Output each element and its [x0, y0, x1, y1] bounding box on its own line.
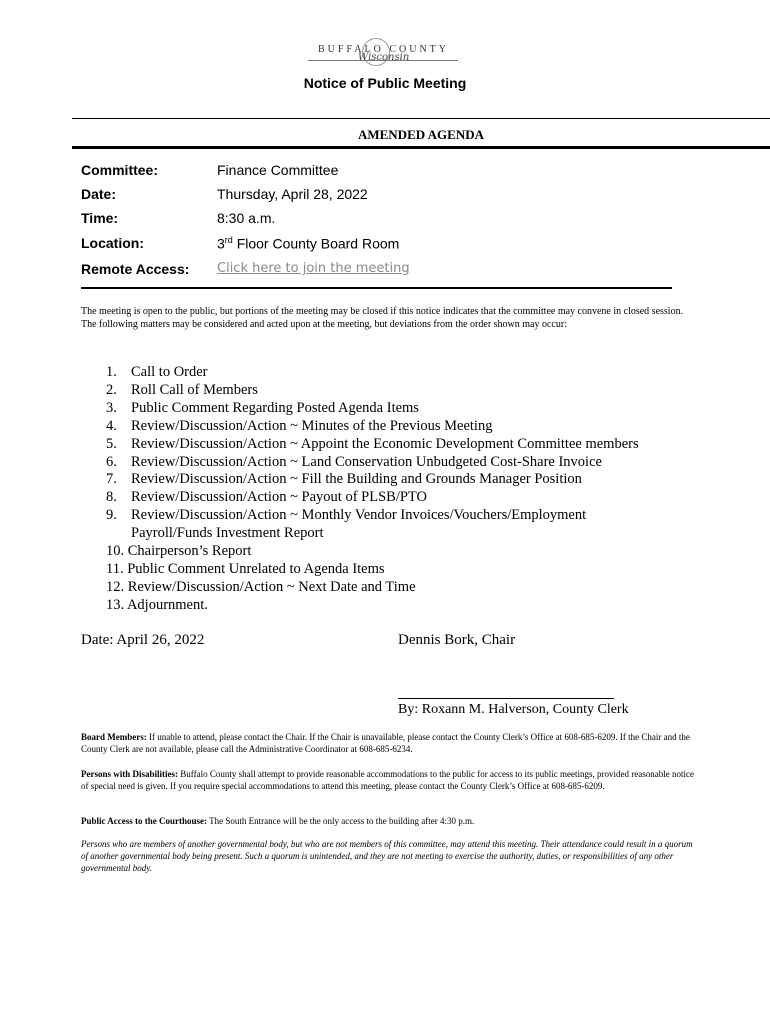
amended-heading: AMENDED AGENDA	[357, 127, 485, 142]
agenda-item: 9. Review/Discussion/Action ~ Monthly Vendor Invoices/Vouchers/Employment Payroll/Funds Investment Report	[106, 507, 587, 542]
disabilities-text: Buffalo County shall attempt to provide reasonable accommodations to the public for access to its public meetings, provided reasonable notice of special need is given. If you require special accommodations to attend this meeting, please contact the County Clerk’s Office at 608-685-6209.	[81, 769, 694, 791]
signature-date: Date: April 26, 2022	[81, 632, 205, 648]
committee-label: Committee:	[81, 162, 159, 178]
location-suffix: rd	[224, 235, 233, 245]
agenda-item: 13. Adjournment.	[106, 596, 208, 613]
date-value: Thursday, April 28, 2022	[217, 186, 368, 202]
agenda-item: 1. Call to Order	[106, 364, 208, 380]
agenda-item: 3. Public Comment Regarding Posted Agenda Items	[106, 399, 419, 416]
agenda-item: 5. Review/Discussion/Action ~ Appoint the Economic Development Committee members	[106, 435, 639, 452]
location-text: Floor County Board Room	[232, 235, 400, 252]
board-members-label: Board Members:	[81, 732, 147, 742]
remote-label: Remote Access:	[81, 261, 190, 277]
agenda-item: 8. Review/Discussion/Action ~ Payout of PLSB/PTO	[106, 489, 427, 506]
committee-value: Finance Committee	[217, 162, 339, 178]
disabilities-label: Persons with Disabilities:	[81, 769, 179, 779]
courthouse-access-note	[81, 815, 701, 827]
location-label: Location:	[81, 235, 144, 251]
location-ordinal: 3	[217, 235, 225, 252]
agenda-item: 2. Roll Call of Members	[106, 381, 258, 398]
join-meeting-link[interactable]: Click here to join the meeting	[217, 261, 410, 276]
quorum-note: Persons who are members of another governmental body, but who are not members of this committee, may attend this meeting. Their attendance could result in a quorum of another governmental body being present. Such a quorum is unintended, and they are not meeting to exercise the authority, duties, or responsibilities of any other governmental body.	[81, 839, 693, 873]
title-divider	[72, 118, 770, 119]
intro-paragraph: The meeting is open to the public, but portions of the meeting may be closed if this notice indicates that the committee may convene in closed session. The following matters may be considered and acted upon at the meeting, but deviations from the order shown may occur:	[81, 306, 684, 330]
location-value	[217, 235, 399, 252]
agenda-item: 12. Review/Discussion/Action ~ Next Date and Time	[106, 578, 416, 595]
logo-text: BUFFALO COUNTY	[318, 44, 449, 55]
time-value: 8:30 a.m.	[217, 210, 276, 226]
agenda-item: 4. Review/Discussion/Action ~ Minutes of the Previous Meeting	[106, 417, 493, 434]
courthouse-access-text: The South Entrance will be the only access to the building after 4:30 p.m.	[207, 816, 475, 826]
signature-chair: Dennis Bork, Chair	[398, 632, 516, 648]
heading-divider	[72, 146, 770, 149]
disabilities-note	[81, 768, 701, 792]
page-title: Notice of Public Meeting	[303, 75, 467, 91]
agenda-item: 6. Review/Discussion/Action ~ Land Conservation Unbudgeted Cost-Share Invoice	[106, 453, 602, 470]
county-logo	[300, 40, 470, 72]
date-label: Date:	[81, 186, 117, 202]
info-divider	[81, 287, 672, 289]
agenda-item: 11. Public Comment Unrelated to Agenda Items	[106, 560, 385, 577]
signature-clerk: By: Roxann M. Halverson, County Clerk	[398, 702, 629, 717]
signature-line	[398, 698, 614, 699]
board-members-note	[81, 731, 701, 755]
board-members-text: If unable to attend, please contact the Chair. If the Chair is unavailable, please contact the County Clerk’s Office at 608-685-6209. If the Chair and the County Clerk are not available, please call the Administrative Coordinator at 608-685-6234.	[81, 732, 690, 754]
agenda-list	[106, 364, 706, 615]
agenda-item: 10. Chairperson’s Report	[106, 543, 252, 560]
courthouse-access-label: Public Access to the Courthouse:	[81, 816, 207, 826]
agenda-item: 7. Review/Discussion/Action ~ Fill the Building and Grounds Manager Position	[106, 471, 582, 488]
logo-script: Wisconsin	[358, 52, 410, 63]
time-label: Time:	[81, 210, 119, 226]
